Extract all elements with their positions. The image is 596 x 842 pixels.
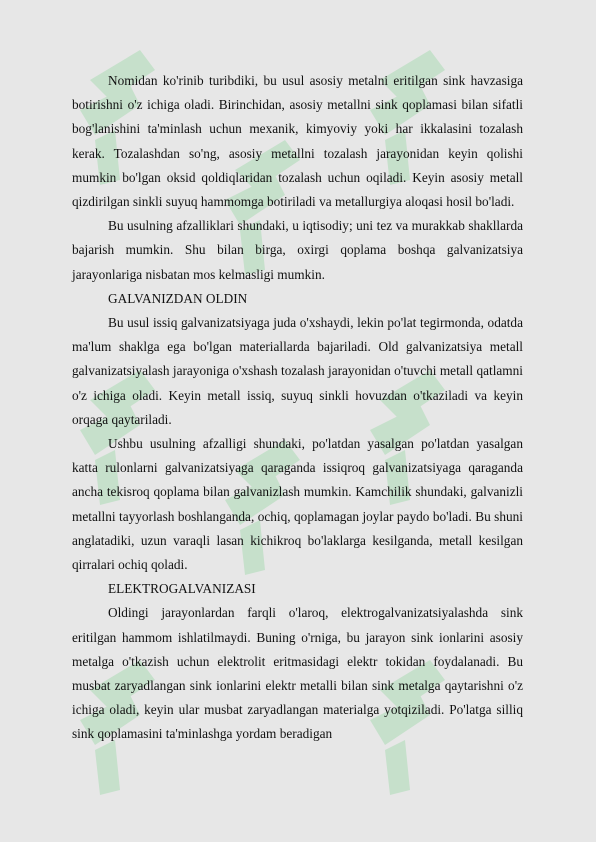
section-heading: GALVANIZDAN OLDIN [108,290,248,306]
paragraph: Nomidan ko'rinib turibdiki, bu usul asosiy metalni eritilgan sink havzasiga botirishni o'z ichiga oladi. Birinchidan, asosiy metallni sink qoplamasi bilan sifatli bog'lanishini ta'minlash uchun mexanik, kimyoviy yoki har ikkalasini tozalash kerak. Tozalashdan so'ng, asosiy metallni tozalash jarayonidan keyin qolishi mumkin bo'lgan oksid qoldiqlaridan tozalash uchun oqiladi. Keyin asosiy metall qizdirilgan sinkli suyuq hammomga botiriladi va metallurgiya aloqasi hosil bo'ladi. [72,73,523,210]
paragraph: Bu usul issiq galvanizatsiyaga juda o'xshaydi, lekin po'lat tegirmonda, odatda ma'lum shaklga ega bo'lgan materiallarda bajariladi. Old galvanizatsiya metall galvanizatsiyalash jarayoniga o'xshash tozalash jarayonidan o'tuvchi metall qatlamni o'z ichiga oladi. Keyin metall issiq, suyuq sinkli hovuzdan o'tkaziladi va keyin orqaga qaytariladi. [72,315,523,427]
paragraph: Oldingi jarayonlardan farqli o'laroq, elektrogalvanizatsiyalashda sink eritilgan hammom ishlatilmaydi. Buning o'rniga, bu jarayon sink ionlarini asosiy metalga o'tkazish uchun elektrolit eritmasidagi elektr tokidan foydalanadi. Bu musbat zaryadlangan sink ionlarini elektr metalli bilan sink metalga qaytarishni o'z ichiga oladi, keyin ular musbat zaryadlangan materialga yotqiziladi. Po'latga silliq sink qoplamasini ta'minlashga yordam beradigan [72,605,523,742]
paragraph: Ushbu usulning afzalligi shundaki, po'latdan yasalgan po'latdan yasalgan katta rulonlarni galvanizatsiyaga qaraganda issiqroq galvanizatsiyaga qaraganda ancha tekisroq qoplama bilan galvanizlash mumkin. Kamchilik shundaki, galvanizli metallni tayyorlash boshlanganda, ochiq, qoplamagan joylar paydo bo'ladi. Bu shuni anglatadiki, uzun varaqli lasan kichikroq bo'laklarga kesilganda, metall kesilgan qirralari ochiq qoladi. [72,436,523,573]
section-heading: ELEKTROGALVANIZASI [108,581,256,597]
paragraph: Bu usulning afzalliklari shundaki, u iqtisodiy; uni tez va murakkab shakllarda bajarish mumkin. Shu bilan birga, oxirgi qoplama boshqa galvanizatsiya jarayonlariga nisbatan mos kelmasligi mumkin. [72,218,523,282]
document-body [72,69,523,747]
